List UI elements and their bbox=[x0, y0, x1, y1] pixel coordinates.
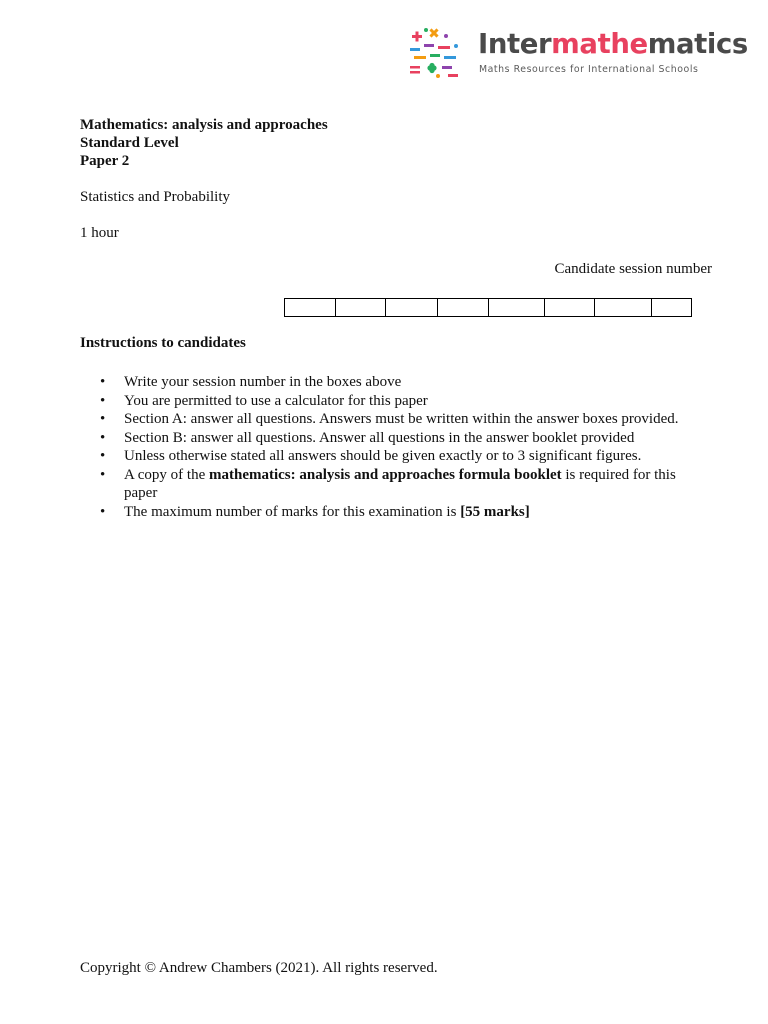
session-number-box[interactable] bbox=[652, 299, 692, 316]
instruction-item bbox=[80, 410, 700, 429]
session-number-box[interactable] bbox=[285, 299, 336, 316]
logo-word-part: matics bbox=[647, 28, 748, 60]
instruction-item bbox=[80, 447, 700, 466]
logo-word-part: Inter bbox=[478, 28, 552, 60]
instruction-text: You are permitted to use a calculator for this paper bbox=[124, 392, 428, 409]
instruction-item bbox=[80, 503, 700, 522]
instruction-text: Section B: answer all questions. Answer all questions in the answer booklet provided bbox=[124, 429, 635, 446]
instruction-item bbox=[80, 373, 700, 392]
session-number-box[interactable] bbox=[386, 299, 438, 316]
intermathematics-logo bbox=[408, 24, 748, 82]
instruction-text: The maximum number of marks for this examination is bbox=[124, 503, 461, 520]
instruction-bold-text: mathematics: analysis and approaches formula booklet bbox=[208, 466, 562, 483]
level: Standard Level bbox=[80, 135, 179, 151]
course-title: Mathematics: analysis and approaches bbox=[80, 117, 328, 133]
logo-tagline: Maths Resources for International Schools bbox=[479, 64, 699, 75]
session-number-boxes bbox=[284, 298, 692, 317]
instruction-text: A copy of the bbox=[124, 466, 209, 483]
instruction-bold-text: [55 marks] bbox=[460, 503, 530, 520]
instruction-text: Section A: answer all questions. Answers must be written within the answer boxes provided. bbox=[124, 411, 679, 427]
instruction-item bbox=[80, 466, 700, 503]
session-number-box[interactable] bbox=[489, 299, 545, 316]
instruction-text: Write your session number in the boxes above bbox=[124, 374, 402, 390]
paper-header bbox=[80, 116, 328, 170]
session-number-box[interactable] bbox=[438, 299, 489, 316]
instruction-item bbox=[80, 392, 700, 411]
logo-wordmark bbox=[478, 28, 748, 60]
instruction-text: Unless otherwise stated all answers should be given exactly or to 3 significant figures. bbox=[124, 448, 642, 464]
duration: 1 hour bbox=[80, 225, 119, 241]
copyright-footer: Copyright © Andrew Chambers (2021). All rights reserved. bbox=[80, 960, 438, 976]
instructions-list bbox=[80, 373, 700, 521]
paper-number: Paper 2 bbox=[80, 153, 130, 169]
instruction-text: is required for this paper bbox=[124, 466, 676, 501]
topic: Statistics and Probability bbox=[80, 189, 230, 205]
logo-mark-icon bbox=[408, 26, 462, 80]
session-number-box[interactable] bbox=[336, 299, 386, 316]
session-number-box[interactable] bbox=[545, 299, 595, 316]
instruction-item bbox=[80, 429, 700, 448]
logo-word-part: mathe bbox=[551, 28, 648, 60]
instructions-title: Instructions to candidates bbox=[80, 335, 246, 351]
session-number-box[interactable] bbox=[595, 299, 652, 316]
candidate-session-label: Candidate session number bbox=[554, 261, 712, 277]
